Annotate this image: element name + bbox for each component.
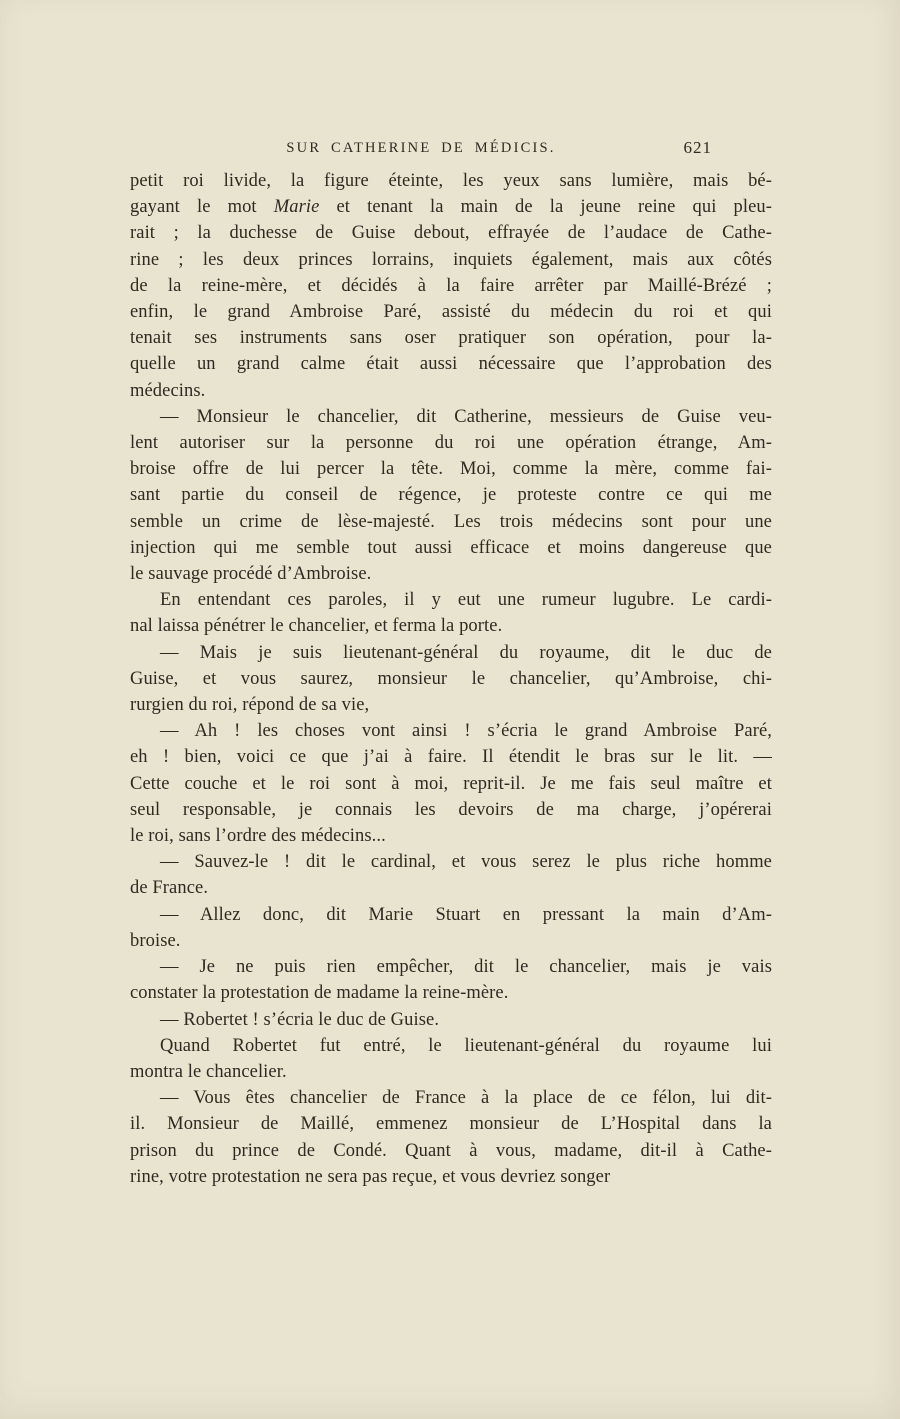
paragraph <box>130 168 772 404</box>
text-segment: le sauvage procédé d’Ambroise. <box>130 564 372 585</box>
text-segment: — Monsieur le chancelier, dit Catherine, messieurs de Guise veu- <box>160 406 772 427</box>
text-segment: rine, votre protestation ne sera pas reçue, et vous devriez songer <box>130 1166 611 1187</box>
text-segment: gayant le mot <box>130 197 274 218</box>
paragraph <box>130 849 772 901</box>
text-segment: lent autoriser sur la personne du roi une opération étrange, Am- <box>130 433 772 454</box>
text-line <box>130 587 772 613</box>
text-line <box>130 823 772 849</box>
text-segment: broise. <box>130 930 181 951</box>
text-line <box>130 613 772 639</box>
text-line <box>130 168 772 194</box>
text-segment: injection qui me semble tout aussi efficace et moins dangereuse que <box>130 537 772 558</box>
page-number: 621 <box>683 138 712 157</box>
text-line <box>130 1059 772 1085</box>
text-segment: rine ; les deux princes lorrains, inquiets également, mais aux côtés <box>130 249 772 270</box>
text-segment: prison du prince de Condé. Quant à vous, madame, dit-il à Cathe- <box>130 1140 772 1161</box>
text-line <box>130 980 772 1006</box>
text-line <box>130 928 772 954</box>
text-line <box>130 875 772 901</box>
text-segment: médecins. <box>130 380 206 401</box>
text-segment: et tenant la main de la jeune reine qui pleu- <box>319 197 772 218</box>
text-line <box>130 1085 772 1111</box>
text-line <box>130 273 772 299</box>
text-segment: rait ; la duchesse de Guise debout, effrayée de l’audace de Cathe- <box>130 223 772 244</box>
paragraph <box>130 640 772 719</box>
paragraph <box>130 404 772 587</box>
text-segment: petit roi livide, la figure éteinte, les yeux sans lumière, mais bé- <box>130 171 772 191</box>
text-segment: il. Monsieur de Maillé, emmenez monsieur de L’Hospital dans la <box>130 1114 772 1135</box>
text-line <box>130 456 772 482</box>
running-head-title: SUR CATHERINE DE MÉDICIS. <box>286 140 556 156</box>
text-segment: Guise, et vous saurez, monsieur le chancelier, qu’Ambroise, chi- <box>130 668 772 689</box>
text-line <box>130 404 772 430</box>
text-line <box>130 797 772 823</box>
text-segment: — Sauvez-le ! dit le cardinal, et vous serez le plus riche homme <box>160 852 772 873</box>
text-segment: — Je ne puis rien empêcher, dit le chancelier, mais je vais <box>160 957 772 978</box>
text-segment: le roi, sans l’ordre des médecins... <box>130 826 386 847</box>
text-line <box>130 535 772 561</box>
text-segment: de la reine-mère, et décidés à la faire arrêter par Maillé-Brézé ; <box>130 275 772 296</box>
text-line <box>130 718 772 744</box>
text-line <box>130 1033 772 1059</box>
text-segment: montra le chancelier. <box>130 1061 287 1082</box>
text-line <box>130 902 772 928</box>
text-line <box>130 430 772 456</box>
text-segment: tenait ses instruments sans oser pratiquer son opération, pour la- <box>130 328 772 349</box>
text-segment: broise offre de lui percer la tête. Moi, comme la mère, comme fai- <box>130 459 772 480</box>
text-segment: sant partie du conseil de régence, je proteste contre ce qui me <box>130 485 772 506</box>
text-line <box>130 299 772 325</box>
text-line <box>130 378 772 404</box>
text-line <box>130 640 772 666</box>
italic-text: Marie <box>273 197 320 218</box>
text-line <box>130 482 772 508</box>
paragraph <box>130 587 772 639</box>
text-line <box>130 1007 772 1033</box>
text-segment: — Ah ! les choses vont ainsi ! s’écria le grand Ambroise Paré, <box>160 721 772 742</box>
text-line <box>130 692 772 718</box>
text-segment: eh ! bien, voici ce que j’ai à faire. Il étendit le bras sur le lit. — <box>130 747 772 768</box>
page-body <box>130 168 772 1190</box>
text-segment: — Mais je suis lieutenant-général du royaume, dit le duc de <box>160 642 772 663</box>
text-line <box>130 351 772 377</box>
text-segment: nal laissa pénétrer le chancelier, et ferma la porte. <box>130 616 503 637</box>
text-segment: — Vous êtes chancelier de France à la place de ce félon, lui dit- <box>160 1088 772 1109</box>
text-segment: — Robertet ! s’écria le duc de Guise. <box>160 1009 440 1030</box>
text-line <box>130 666 772 692</box>
paragraph <box>130 718 772 849</box>
text-line <box>130 849 772 875</box>
text-segment: quelle un grand calme était aussi nécessaire que l’approbation des <box>130 354 772 375</box>
text-line <box>130 744 772 770</box>
text-line <box>130 1138 772 1164</box>
text-segment: — Allez donc, dit Marie Stuart en pressant la main d’Am- <box>160 904 772 925</box>
text-line <box>130 954 772 980</box>
text-segment: enfin, le grand Ambroise Paré, assisté du médecin du roi et qui <box>130 302 772 323</box>
running-head <box>130 140 772 162</box>
text-line <box>130 1164 772 1190</box>
paragraph <box>130 1033 772 1085</box>
paragraph <box>130 1085 772 1190</box>
text-line <box>130 771 772 797</box>
text-segment: Cette couche et le roi sont à moi, reprit-il. Je me fais seul maître et <box>130 773 772 794</box>
paragraph <box>130 1007 772 1033</box>
text-segment: Quand Robertet fut entré, le lieutenant-général du royaume lui <box>160 1035 772 1056</box>
text-segment: de France. <box>130 878 209 899</box>
paragraph <box>130 902 772 954</box>
text-line <box>130 509 772 535</box>
text-line <box>130 325 772 351</box>
text-line <box>130 220 772 246</box>
text-segment: En entendant ces paroles, il y eut une rumeur lugubre. Le cardi- <box>160 590 772 611</box>
text-segment: seul responsable, je connais les devoirs de ma charge, j’opérerai <box>130 799 772 820</box>
text-line <box>130 247 772 273</box>
text-segment: semble un crime de lèse-majesté. Les trois médecins sont pour une <box>130 511 772 532</box>
text-line <box>130 1111 772 1137</box>
paragraph <box>130 954 772 1006</box>
text-segment: constater la protestation de madame la reine-mère. <box>130 983 509 1004</box>
text-segment: rurgien du roi, répond de sa vie, <box>130 695 370 716</box>
text-line <box>130 561 772 587</box>
text-line <box>130 194 772 220</box>
